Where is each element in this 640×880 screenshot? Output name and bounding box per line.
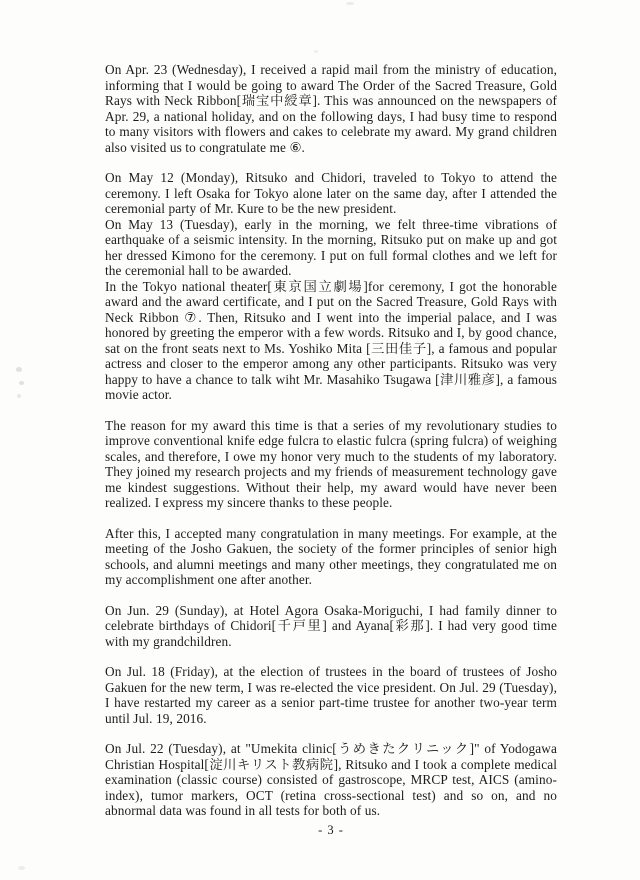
paragraph-national-theater: In the Tokyo national theater[東京国立劇場]for ceremony, I got the honorable award and the award certificate, and I put on the Sacred Treasure, Gold Rays with Neck Ribbon ⑦. Then, Ritsuko and I went into the imperial palace, and I was honored by greeting the emperor with a few words. Ritsuko and I, by good chance, sat on the front seats next to Ms. Yoshiko Mita [三田佳子], a famous and popular actress and closer to the emperor among any other participants. Ritsuko was very happy to have a chance to talk wiht Mr. Masahiko Tsugawa [津川雅彦], a famous movie actor. [105,278,557,402]
paragraph-ceremony-morning: On May 13 (Tuesday), early in the morning, we felt three-time vibrations of earthquake of a seismic intensity. In the morning, Ritsuko put on make up and got her dressed Kimono for the ceremony. I put on full formal clothes and we left for the ceremonial hall to be awarded. [105,216,557,278]
body-text-column [105,62,557,838]
paragraph-award-reason: The reason for my award this time is that a series of my revolutionary studies to improve conventional knife edge fulcra to elastic fulcra (spring fulcra) of weighing scales, and therefore, I owe my honor very much to the students of my laboratory. They joined my research projects and my friends of measurement technology gave me kindest suggestions. Without their help, my award would have never been realized. I express my sincere thanks to these people. [105,417,557,510]
scan-artifact [346,2,354,5]
paragraph-congratulations-meetings: After this, I accepted many congratulation in many meetings. For example, at the meeting of the Josho Gakuen, the society of the former principles of senior high schools, and alumni meetings and many other meetings, they congratulated me on my accomplishment one after another. [105,525,557,587]
scan-artifact [314,50,318,53]
scan-artifact [19,381,24,385]
paragraph-family-dinner: On Jun. 29 (Sunday), at Hotel Agora Osaka-Moriguchi, I had family dinner to celebrate birthdays of Chidori[千戸里] and Ayana[彩那]. I had very good time with my grandchildren. [105,602,557,649]
paragraph-award-notification: On Apr. 23 (Wednesday), I received a rapid mail from the ministry of education, informing that I would be going to award The Order of the Sacred Treasure, Gold Rays with Neck Ribbon[瑞宝中綬章]. This was announced on the newspapers of Apr. 29, a national holiday, and on the following days, I had busy time to respond to many visitors with flowers and cakes to celebrate my award. My grand children also visited us to congratulate me ⑥. [105,62,557,155]
page-number: - 3 - [318,822,344,837]
paragraph-medical-examination: On Jul. 22 (Tuesday), at "Umekita clinic[うめきたクリニック]" of Yodogawa Christian Hospital[淀川キリスト教病院], Ritsuko and I took a complete medical examination (classic course) consisted of gastroscope, MRCP test, AICS (amino-index), tumor markers, OCT (retina cross-sectional test) and so on, and no abnormal data was found in all tests for both of us. [105,741,557,818]
paragraph-trustee-election: On Jul. 18 (Friday), at the election of trustees in the board of trustees of Josho Gakuen for the new term, I was re-elected the vice president. On Jul. 29 (Tuesday), I have restarted my career as a senior part-time trustee for another two-year term until Jul. 19, 2016. [105,664,557,726]
scan-artifact [16,367,22,372]
paragraph-travel-to-tokyo: On May 12 (Monday), Ritsuko and Chidori, traveled to Tokyo to attend the ceremony. I left Osaka for Tokyo alone later on the same day, after I attended the ceremonial party of Mr. Kure to be the new president. [105,170,557,216]
scan-artifact [17,394,21,398]
scan-artifact [18,866,25,870]
